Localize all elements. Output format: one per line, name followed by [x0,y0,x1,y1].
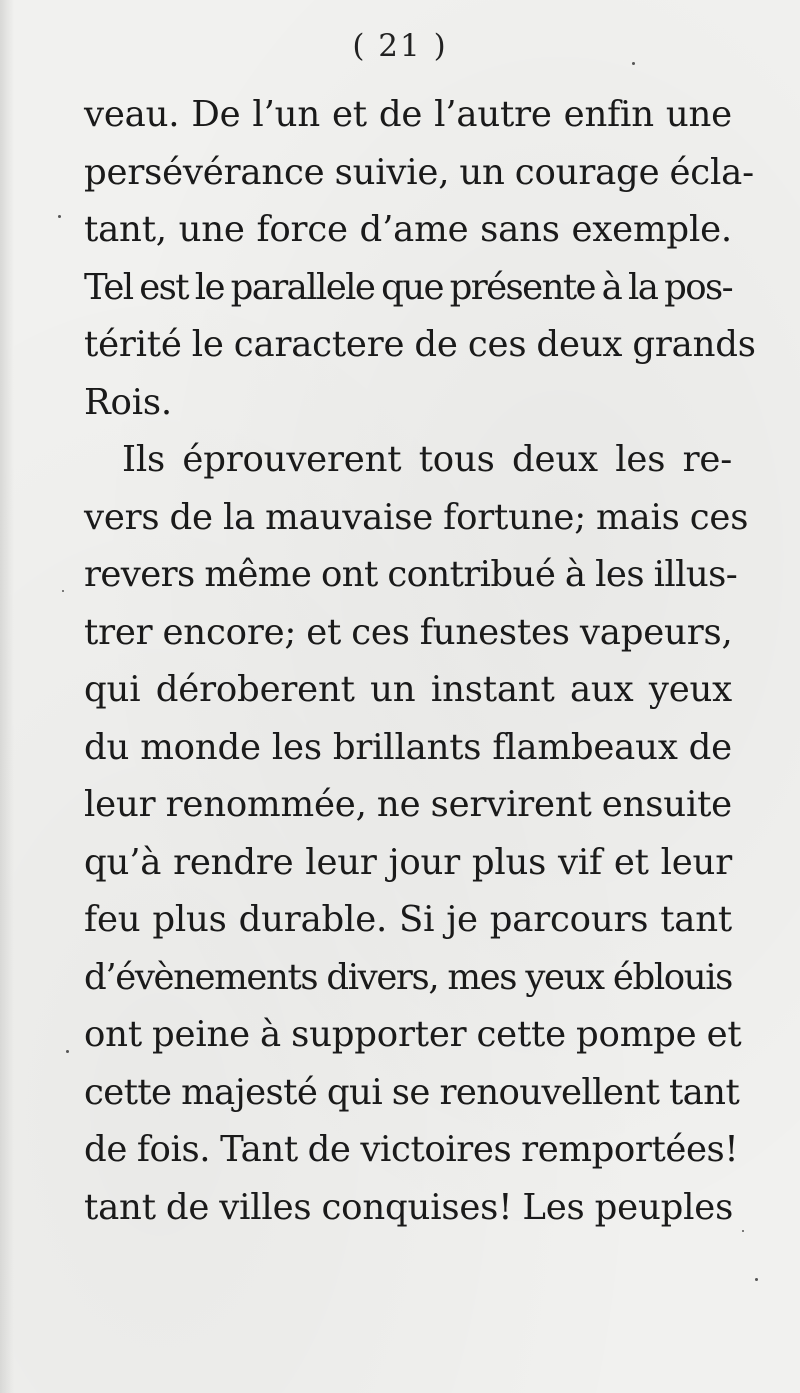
text-line: cette majesté qui se renouvellent tant [84,1071,740,1113]
text-line: du monde les brillants flambeaux de [84,726,732,768]
text-line: Tel est le parallele que présente à la pos- [84,266,732,308]
paper-speck [755,1278,758,1281]
text-line: persévérance suivie, un courage écla- [84,151,754,193]
text-line: Rois. [84,381,172,423]
text-line: trer encore; et ces funestes vapeurs, [84,611,733,653]
text-line: ont peine à supporter cette pompe et [84,1014,742,1055]
text-line: revers même ont contribué à les illus- [84,554,738,595]
text-line: de fois. Tant de victoires remportées! [84,1129,739,1170]
text-line: feu plus durable. Si je parcours tant [84,899,732,940]
text-line: térité le caractere de ces deux grands [84,324,756,365]
text-line: leur renommée, ne servirent ensuite [84,784,732,825]
paper-speck [62,590,64,592]
paper-speck [58,215,61,218]
text-line: d’évènements divers, mes yeux éblouis [84,956,732,998]
text-line: veau. De l’un et de l’autre enfin une [84,94,732,135]
paper-speck [632,62,635,65]
text-line: Ils éprouverent tous deux les re- [122,439,732,480]
page-edge-shadow [0,0,14,1393]
page-number: ( 21 ) [352,28,448,64]
body-text [84,86,756,1236]
paper-speck [66,1050,69,1053]
text-line: qu’à rendre leur jour plus vif et leur [84,841,732,883]
text-line: qui déroberent un instant aux yeux [84,669,732,710]
text-line: tant de villes conquises! Les peuples [84,1186,734,1228]
text-line: vers de la mauvaise fortune; mais ces [84,496,749,538]
text-line: tant, une force d’ame sans exemple. [84,209,732,250]
paper-speck [742,1230,744,1232]
